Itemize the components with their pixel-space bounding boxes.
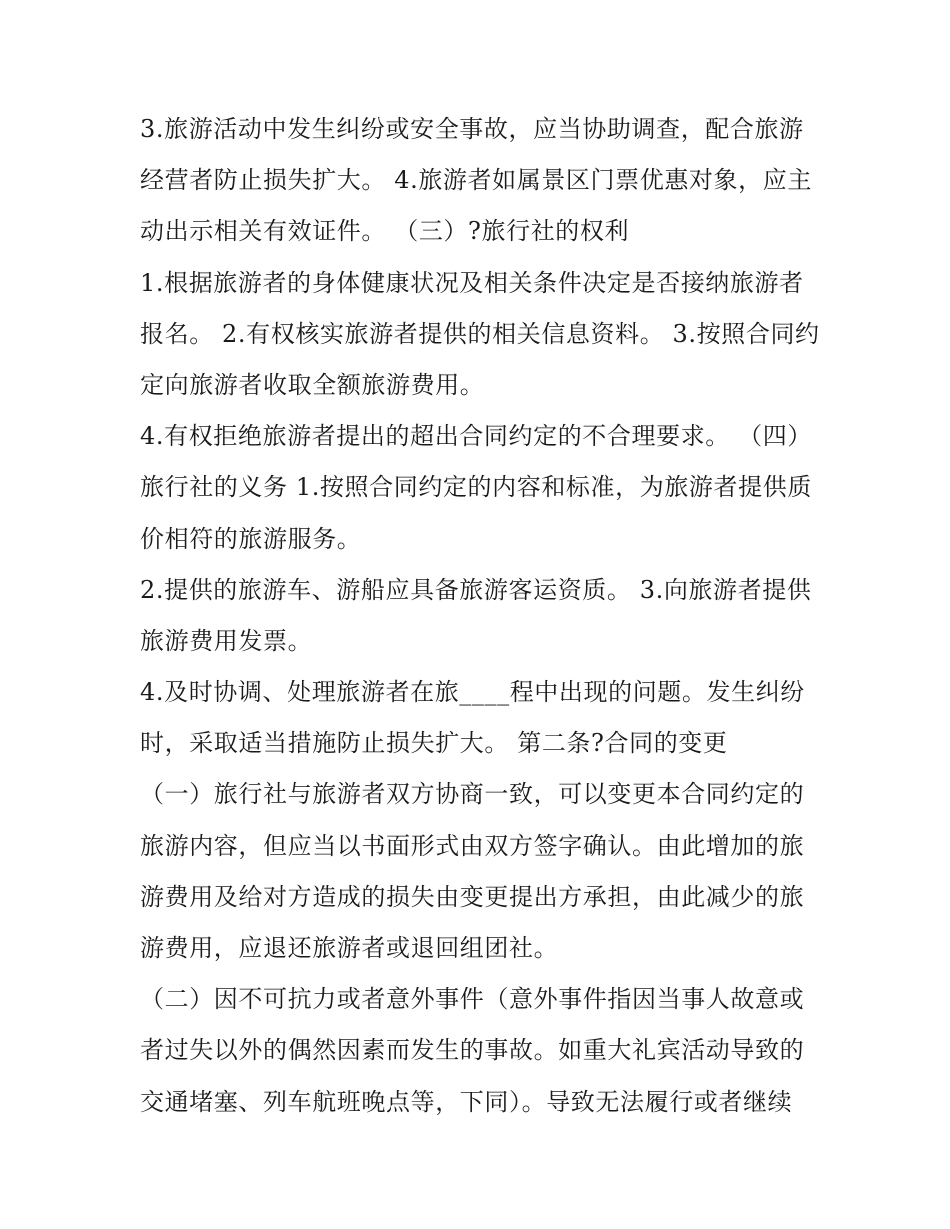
- text-line: 2.提供的旅游车、游船应具备旅游客运资质。 3.向旅游者提供: [140, 575, 812, 604]
- text-line: 3.旅游活动中发生纠纷或安全事故，应当协助调查，配合旅游: [140, 115, 804, 143]
- text-line: 游费用及给对方造成的损失由变更提出方承担，由此减少的旅: [140, 882, 805, 911]
- text-line: 旅游内容，但应当以书面形式由双方签字确认。由此增加的旅: [140, 831, 805, 860]
- text-line: 游费用，应退还旅游者或退回组团社。: [140, 934, 559, 962]
- text-line: 4.有权拒绝旅游者提出的超出合同约定的不合理要求。 （四）: [140, 422, 812, 451]
- text-line: 价相符的旅游服务。: [140, 524, 362, 553]
- contract-text-body: [140, 104, 820, 1128]
- text-line: 经营者防止损失扩大。 4.旅游者如属景区门票优惠对象，应主: [140, 166, 812, 195]
- text-line: 交通堵塞、列车航班晚点等，下同）。导致无法履行或者继续: [140, 1087, 793, 1116]
- text-line: 时，采取适当措施防止损失扩大。 第二条?合同的变更: [140, 729, 728, 758]
- text-line: 报名。 2.有权核实旅游者提供的相关信息资料。 3.按照合同约: [140, 319, 820, 348]
- text-line: 者过失以外的偶然因素而发生的事故。如重大礼宾活动导致的: [140, 1036, 805, 1065]
- text-line: 定向旅游者收取全额旅游费用。: [140, 370, 485, 399]
- text-line: 动出示相关有效证件。 （三）?旅行社的权利: [140, 217, 630, 246]
- text-line: （一）旅行社与旅游者双方协商一致，可以变更本合同约定的: [140, 780, 805, 809]
- text-line: 旅游费用发票。: [140, 626, 313, 655]
- text-line: （二）因不可抗力或者意外事件（意外事件指因当事人故意或: [140, 985, 805, 1014]
- text-line: 旅行社的义务 1.按照合同约定的内容和标准，为旅游者提供质: [140, 473, 812, 502]
- text-line: 4.及时协调、处理旅游者在旅____程中出现的问题。发生纠纷: [140, 678, 805, 707]
- text-line: 1.根据旅游者的身体健康状况及相关条件决定是否接纳旅游者: [140, 268, 804, 297]
